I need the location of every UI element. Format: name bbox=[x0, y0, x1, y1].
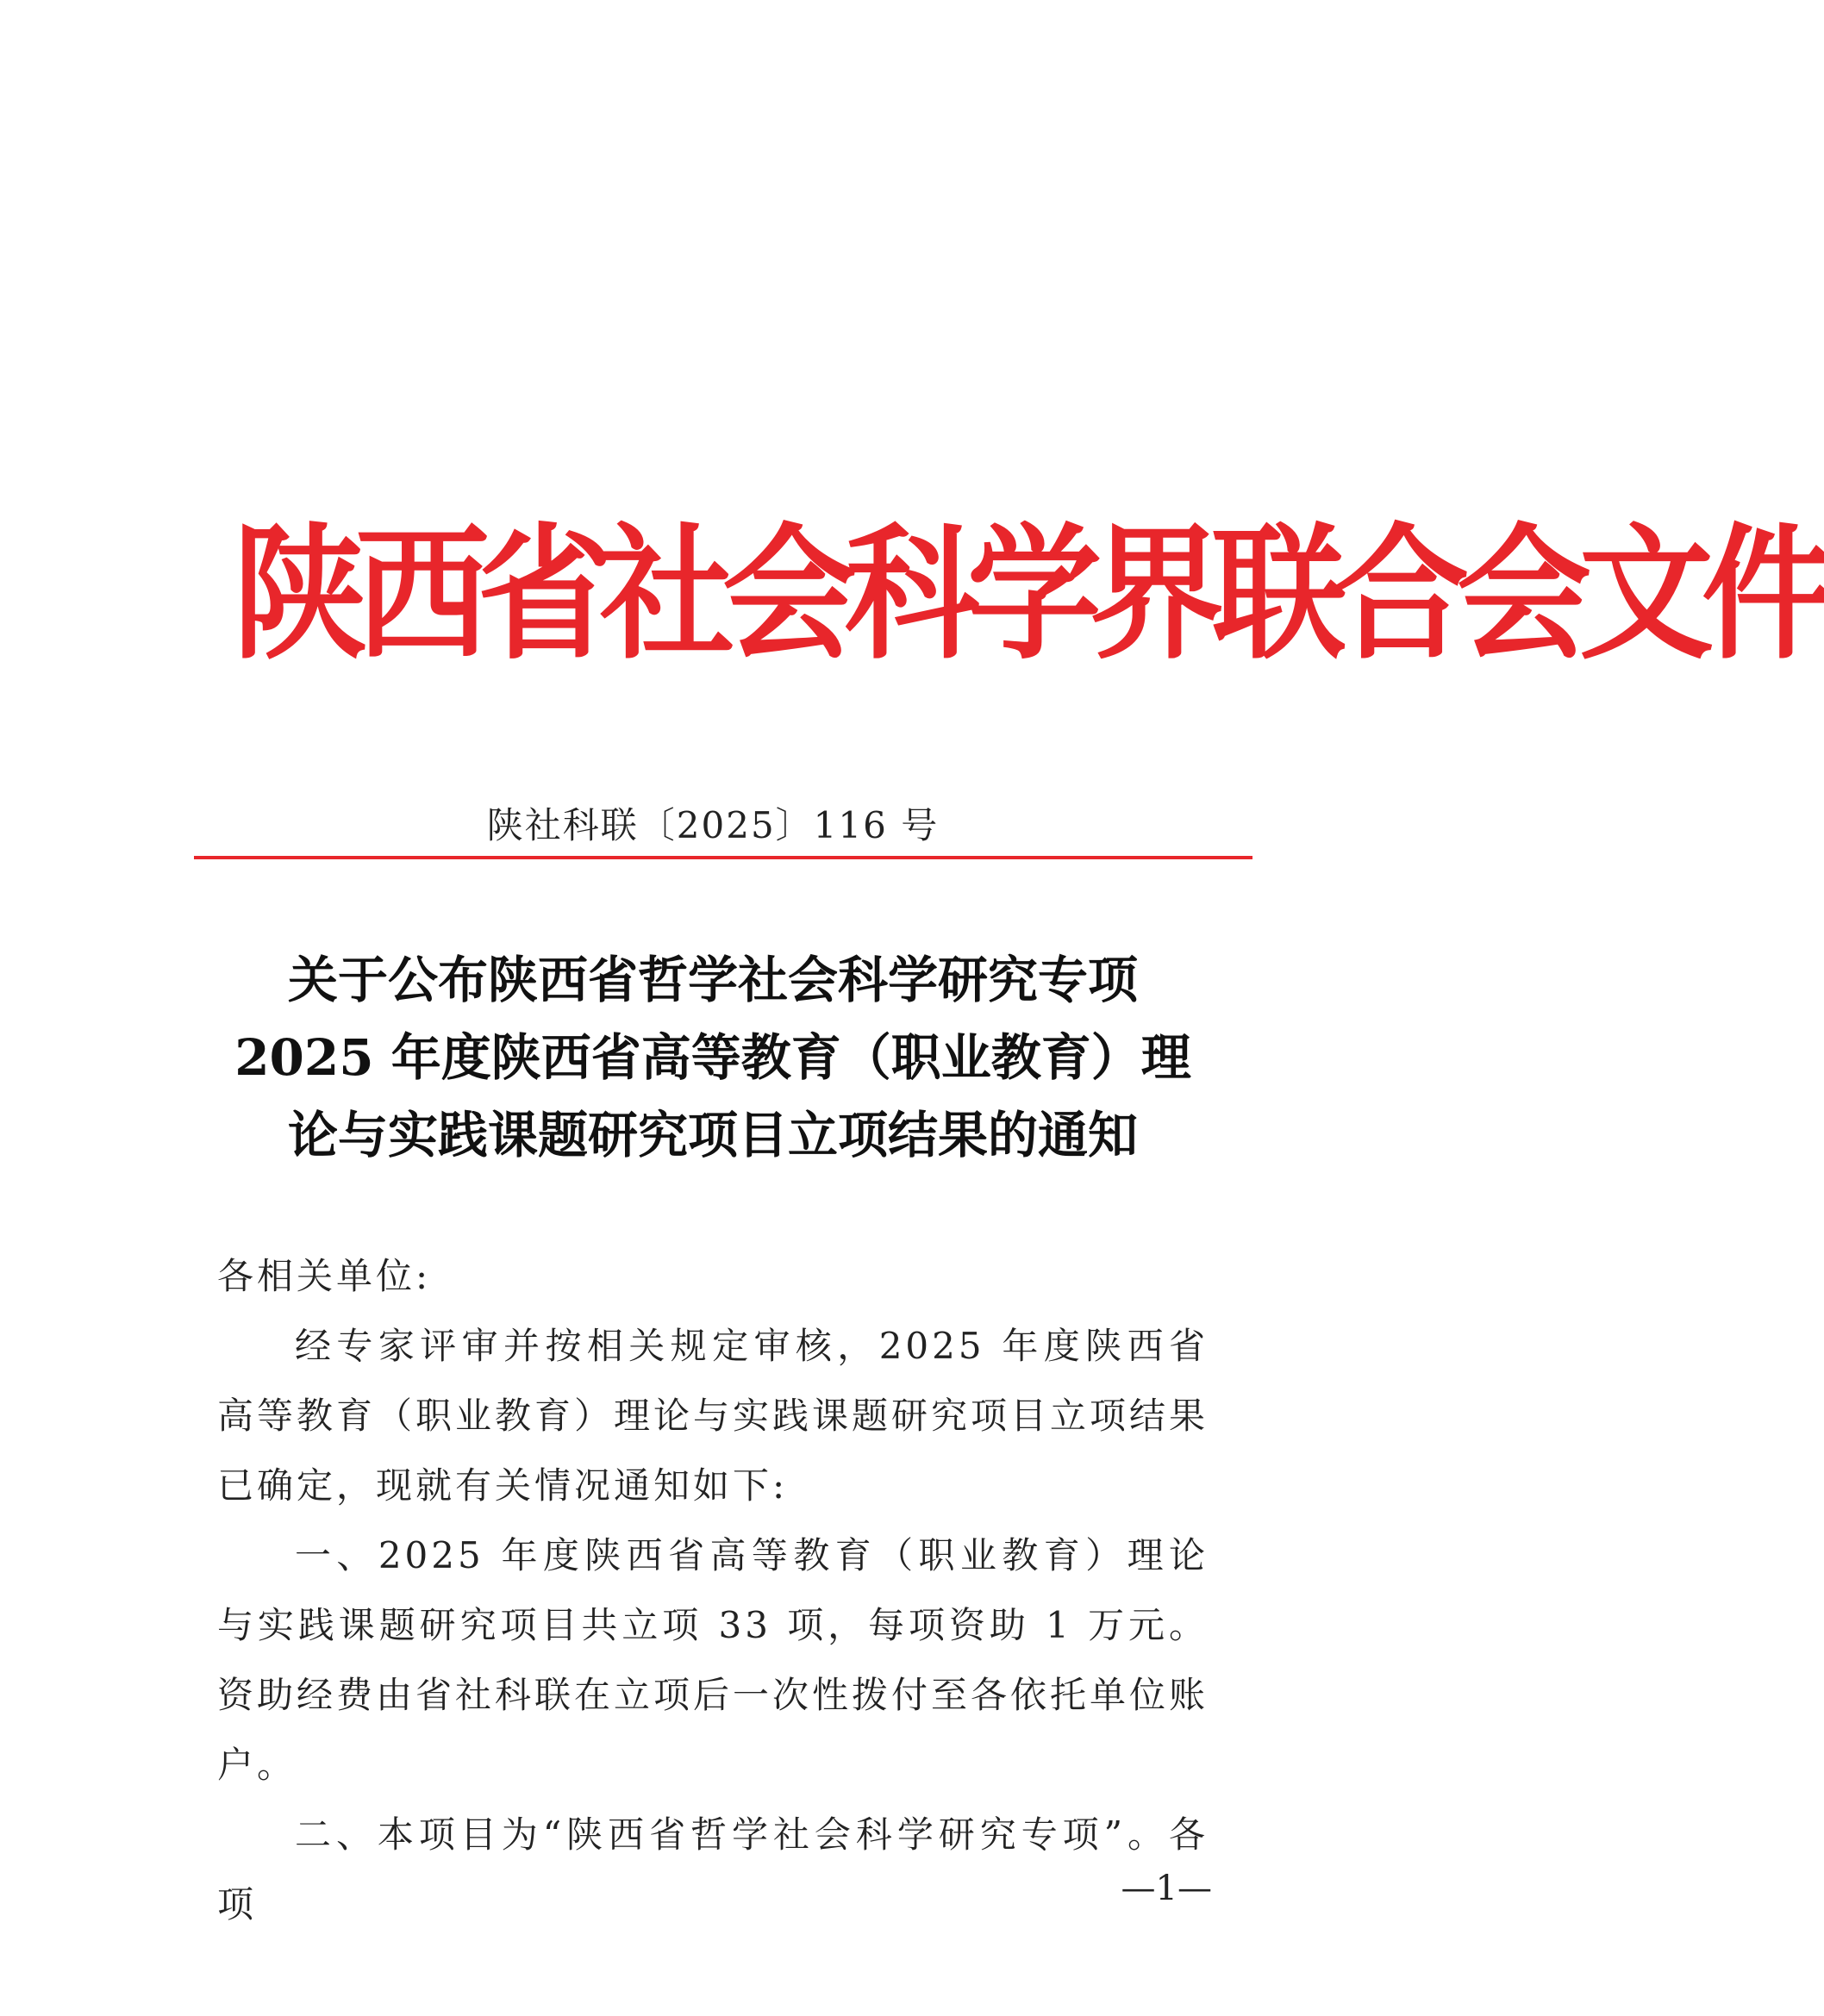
page-number: —1— bbox=[1121, 1869, 1212, 1908]
title-line-1: 关于公布陕西省哲学社会科学研究专项 bbox=[287, 951, 1138, 1009]
document-number: 陕社科联〔2025〕116 号 bbox=[486, 804, 940, 846]
paragraph-item-1: 一、2025 年度陕西省高等教育（职业教育）理论与实践课题研究项目共立项 33 项，每项资助 1 万元。资助经费由省社科联在立项后一次性拨付至各依托单位账户。 bbox=[217, 1534, 1209, 1786]
red-divider-line bbox=[194, 856, 1252, 859]
paragraph-intro: 经专家评审并按相关规定审核，2025 年度陕西省高等教育（职业教育）理论与实践课题研究项目立项结果已确定，现就有关情况通知如下: bbox=[217, 1325, 1209, 1507]
title-line-3: 论与实践课题研究项目立项结果的通知 bbox=[287, 1106, 1138, 1164]
notice-title bbox=[0, 941, 1426, 1174]
title-line-2: 2025 年度陕西省高等教育（职业教育）理 bbox=[234, 1028, 1191, 1087]
paragraph-item-2: 二、本项目为“陕西省哲学社会科学研究专项”。各项 bbox=[217, 1813, 1209, 1925]
masthead-title: 陕西省社会科学界联合会文件 bbox=[233, 509, 1824, 679]
salutation: 各相关单位: bbox=[217, 1255, 432, 1297]
body-text bbox=[217, 1241, 1209, 1939]
